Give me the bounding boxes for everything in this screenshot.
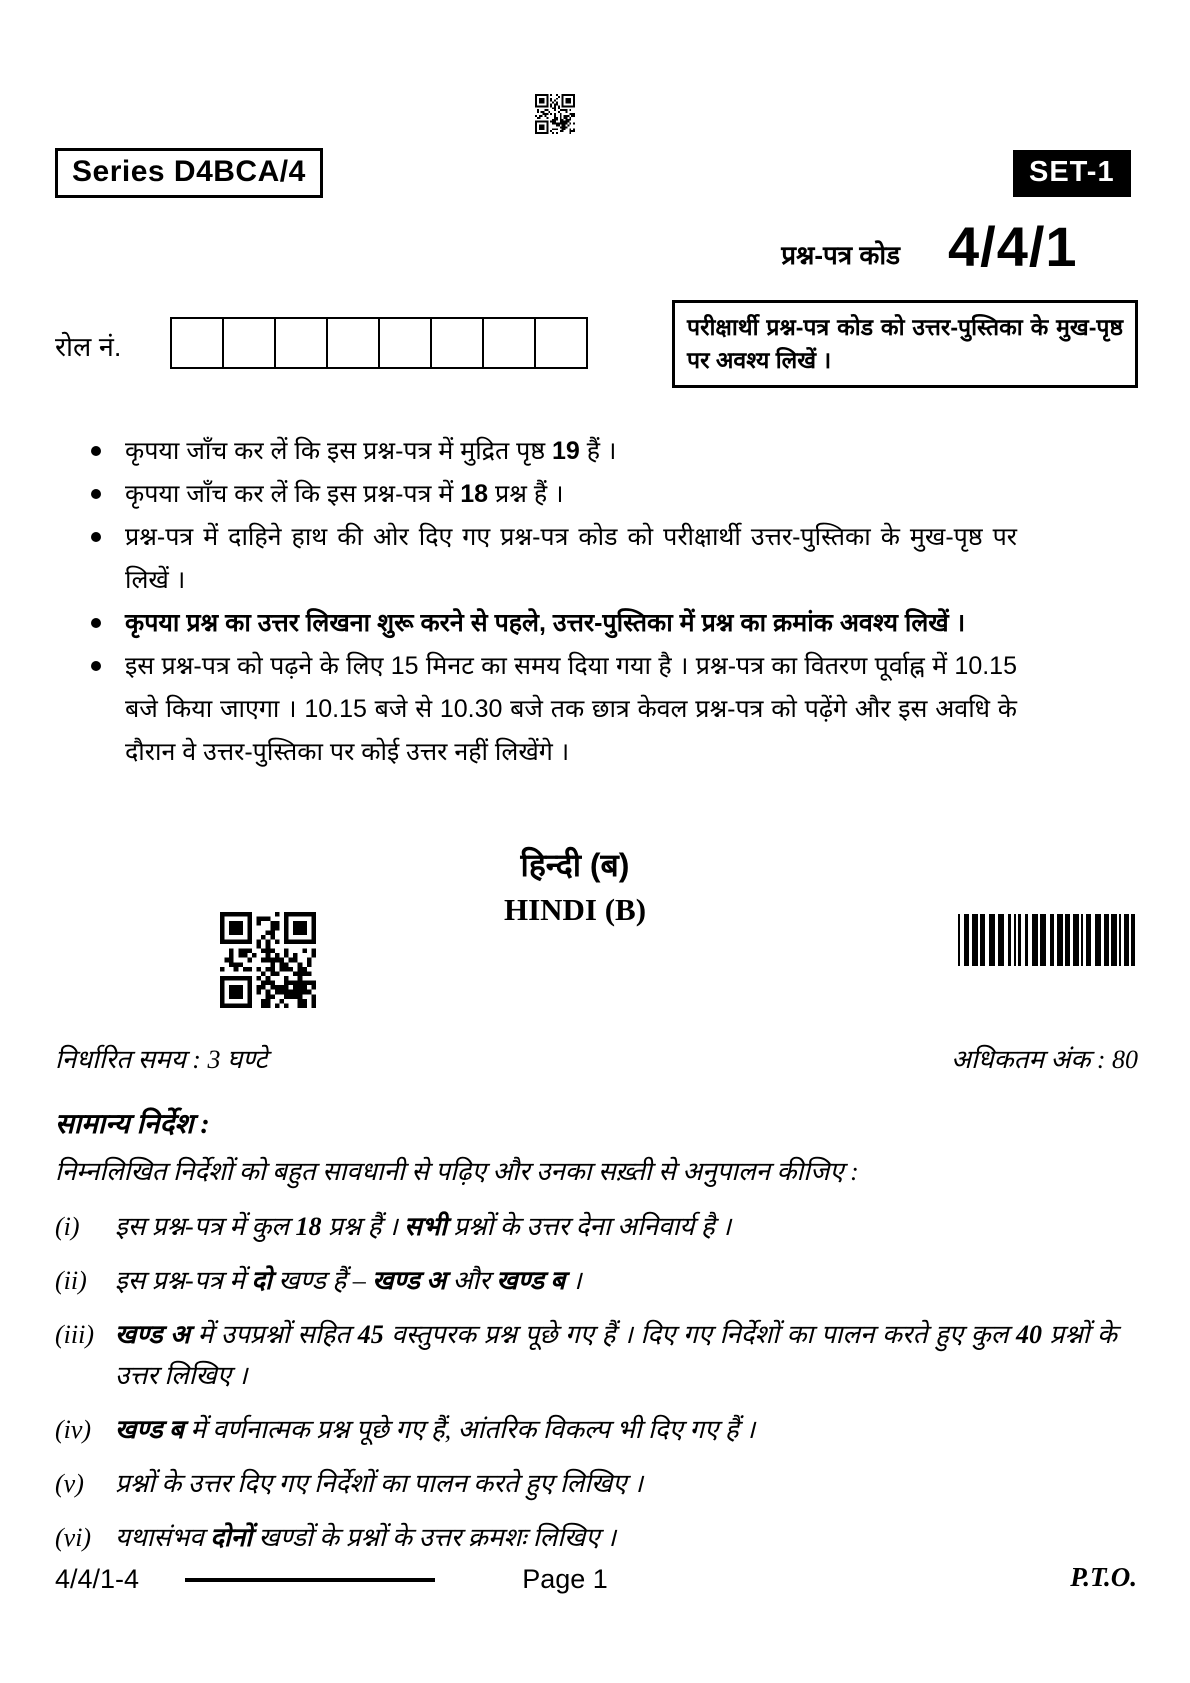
subject-title-hindi: हिन्दी (ब) [520, 847, 630, 883]
text-segment: इस प्रश्न-पत्र को पढ़ने के लिए 15 मिनट का समय दिया गया है । प्रश्न-पत्र का वितरण पूर्वाह्न में 10.15 बजे किया जाएगा । 10.15 बजे से 10.30 बजे तक छात्र केवल प्रश्न-पत्र को पढ़ेंगे और इस अवधि के दौरान वे उत्तर-पुस्तिका पर कोई उत्तर नहीं लिखेंगे । [125, 652, 1017, 766]
subject-title-english: HINDI (B) [503, 892, 647, 927]
instruction-number: (vi) [55, 1523, 92, 1552]
text-segment: 45 [357, 1320, 384, 1349]
qr-code-small-icon [535, 93, 575, 135]
instruction-text [115, 1314, 1117, 1396]
text-segment: वस्तुपरक प्रश्न पूछे गए हैं । दिए गए निर्देशों का पालन करते हुए कुल [383, 1320, 1016, 1349]
series-label: Series D4BCA/4 [72, 155, 306, 188]
bullet-dot-icon [91, 618, 101, 628]
instruction-item [55, 1206, 1117, 1247]
instruction-list [55, 1206, 1117, 1571]
text-segment: में उपप्रश्नों सहित [189, 1320, 358, 1349]
roll-number-cell [222, 317, 276, 369]
general-instructions-heading: सामान्य निर्देश : [55, 1109, 210, 1140]
text-segment: । [565, 1266, 582, 1295]
text-segment: सभी [404, 1212, 447, 1241]
roll-number-cell [326, 317, 380, 369]
text-segment: दोनों [210, 1523, 252, 1552]
text-segment: 19 [552, 437, 580, 465]
roll-number-cell [274, 317, 328, 369]
code-note-text: परीक्षार्थी प्रश्न-पत्र कोड को उत्तर-पुस्तिका के मुख-पृष्ठ पर अवश्य लिखें । [687, 314, 1123, 373]
page-footer [55, 1556, 1137, 1606]
notice-item [125, 430, 1017, 473]
text-segment: प्रश्नों के उत्तर दिए गए निर्देशों का पालन करते हुए लिखिए । [115, 1469, 644, 1498]
pto-label: P.T.O. [1070, 1562, 1137, 1592]
text-segment: हैं । [579, 437, 617, 465]
text-segment: प्रश्न-पत्र में दाहिने हाथ की ओर दिए गए प्रश्न-पत्र कोड को परीक्षार्थी उत्तर-पुस्तिका के मुख-पृष्ठ पर लिखें । [125, 523, 1017, 594]
text-segment: कृपया जाँच कर लें कि इस प्रश्न-पत्र में मुद्रित पृष्ठ [125, 437, 553, 465]
maximum-marks-label: अधिकतम अंक : 80 [951, 1045, 1138, 1074]
code-note-box [672, 300, 1138, 388]
bullet-dot-icon [91, 489, 101, 499]
barcode-icon [958, 914, 1136, 966]
text-segment: कृपया प्रश्न का उत्तर लिखना शुरू करने से पहले, उत्तर-पुस्तिका में प्रश्न का क्रमांक अवश्य लिखें । [125, 609, 966, 637]
notice-item [125, 645, 1017, 774]
notice-item [125, 516, 1017, 602]
roll-number-boxes [170, 317, 588, 369]
series-label-box [55, 148, 323, 198]
text-segment: प्रश्न हैं । [321, 1212, 405, 1241]
instruction-text [115, 1409, 1117, 1450]
instruction-text [115, 1463, 1117, 1504]
roll-number-cell [430, 317, 484, 369]
instruction-item [55, 1463, 1117, 1504]
text-segment: इस प्रश्न-पत्र में कुल [115, 1212, 296, 1241]
instruction-number: (i) [55, 1212, 80, 1241]
set-badge: SET-1 [1013, 150, 1131, 197]
text-segment: दो [251, 1266, 272, 1295]
footer-rule [185, 1578, 435, 1582]
notice-item [125, 473, 1017, 516]
roll-number-cell [534, 317, 588, 369]
instruction-item [55, 1314, 1117, 1396]
text-segment: 40 [1015, 1320, 1042, 1349]
instruction-item [55, 1409, 1117, 1450]
text-segment: खण्ड अ [115, 1320, 190, 1349]
instruction-item [55, 1517, 1117, 1558]
instruction-number: (v) [55, 1469, 84, 1498]
text-segment: खण्डों के प्रश्नों के उत्तर क्रमशः लिखिए । [251, 1523, 616, 1552]
notice-list [125, 430, 1017, 774]
instruction-item [55, 1260, 1117, 1301]
text-segment: कृपया जाँच कर लें कि इस प्रश्न-पत्र में [125, 480, 461, 508]
instruction-number: (ii) [55, 1266, 87, 1295]
bullet-dot-icon [91, 661, 101, 671]
roll-number-cell [482, 317, 536, 369]
general-instructions-intro: निम्नलिखित निर्देशों को बहुत सावधानी से पढ़िए और उनका सख़्ती से अनुपालन कीजिए : [55, 1157, 859, 1186]
footer-paper-code: 4/4/1-4 [55, 1564, 140, 1594]
text-segment: खण्ड हैं – [271, 1266, 373, 1295]
text-segment: 18 [295, 1212, 322, 1241]
text-segment: खण्ड ब [115, 1415, 184, 1444]
paper-code-label: प्रश्न-पत्र कोड [781, 240, 900, 270]
text-segment: इस प्रश्न-पत्र में [115, 1266, 252, 1295]
roll-number-cell [378, 317, 432, 369]
paper-code-value: 4/4/1 [948, 215, 1078, 278]
instruction-number: (iii) [55, 1320, 94, 1349]
text-segment: और [446, 1266, 497, 1295]
text-segment: खण्ड ब [496, 1266, 566, 1295]
text-segment: प्रश्नों के उत्तर देना अनिवार्य है । [446, 1212, 732, 1241]
instruction-text [115, 1260, 1117, 1301]
instruction-text [115, 1517, 1117, 1558]
roll-number-label: रोल नं. [55, 332, 122, 362]
bullet-dot-icon [91, 532, 101, 542]
bullet-dot-icon [91, 446, 101, 456]
allotted-time-label: निर्धारित समय : 3 घण्टे [55, 1045, 268, 1074]
text-segment: में वर्णनात्मक प्रश्न पूछे गए हैं, आंतरिक विकल्प भी दिए गए हैं । [183, 1415, 756, 1444]
text-segment: प्रश्न हैं । [488, 480, 564, 508]
instruction-number: (iv) [55, 1415, 92, 1444]
notice-item [125, 602, 1017, 645]
page-number: Page 1 [522, 1564, 608, 1594]
text-segment: यथासंभव [115, 1523, 211, 1552]
text-segment: 18 [460, 480, 489, 508]
text-segment: खण्ड अ [372, 1266, 447, 1295]
roll-number-cell [170, 317, 224, 369]
text-segment: प्रश्नों के उत्तर लिखिए । [115, 1320, 1117, 1390]
instruction-text [115, 1206, 1117, 1247]
